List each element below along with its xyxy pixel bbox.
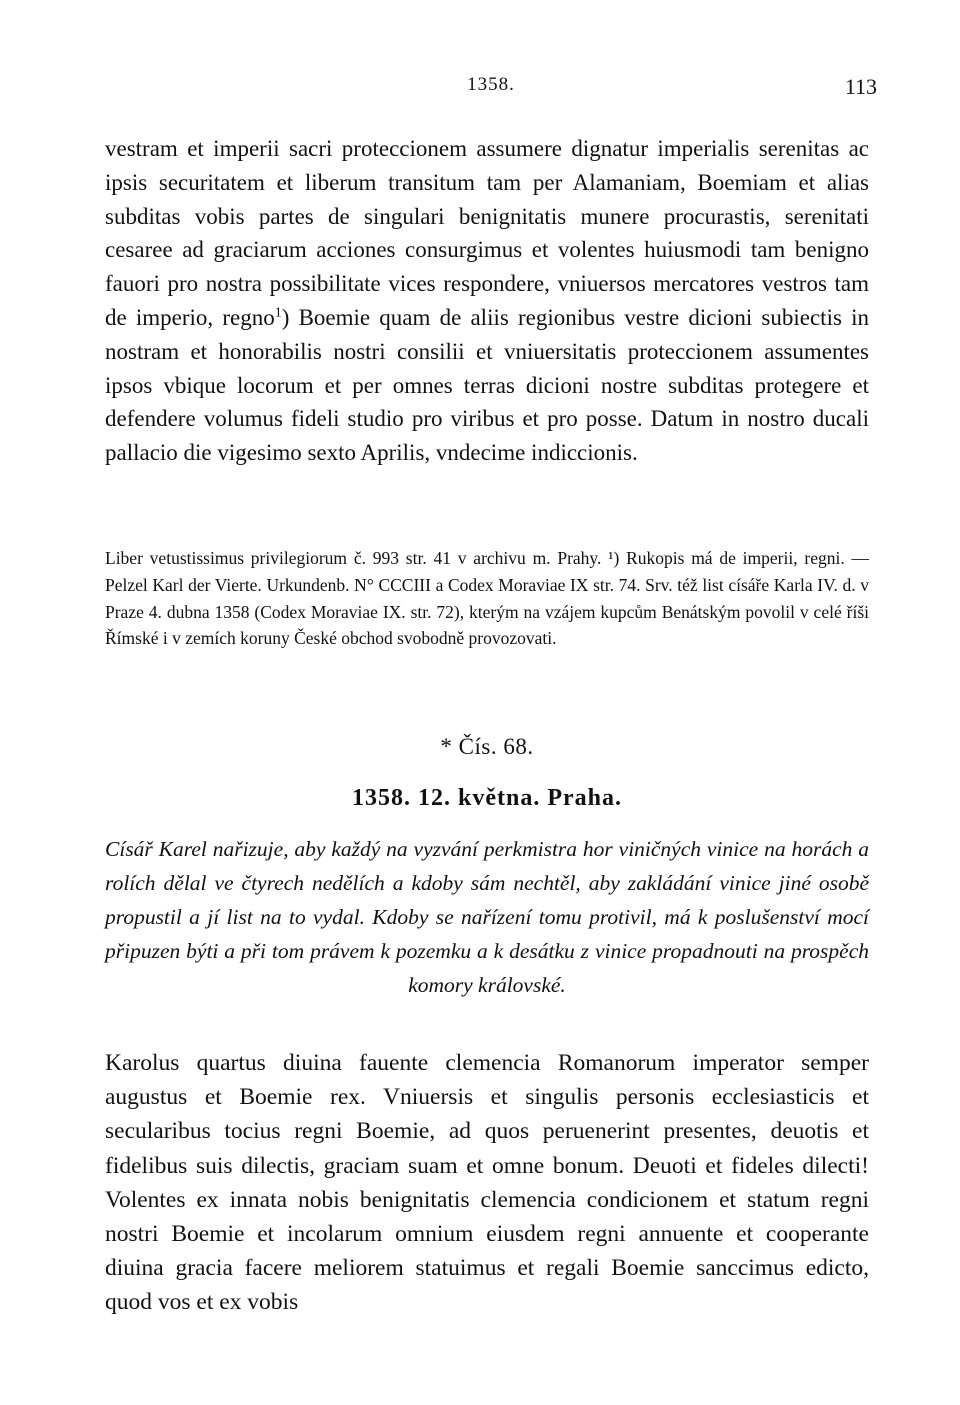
source-note-text: Liber vetustissimus privilegiorum č. 993 str. 41 v archivu m. Prahy. ¹) Rukopis má de imperii, regni. — Pelzel Karl der Vierte. Urkundenb. N° CCCIII a Codex Moraviae IX str. 74. Srv. též list císáře Karla IV. d. v Praze 4. dubna 1358 (Codex Moraviae IX. str. 72), kterým na vzájem kupcům Benátským povolil v celé říši Římské i v zemích koruny České obchod svobodně provozovati. [105,548,869,649]
page-header [105,74,877,104]
czech-summary [105,832,869,1002]
summary-text: Císář Karel nařizuje, aby každý na vyzvání perkmistra hor viničných vinice na horách a rolích dělal ve čtyrech nedělích a kdoby sám nechtěl, aby zakládání vinice jiné osobě propustil a jí list na to vydal. Kdoby se nařízení tomu protivil, má k poslušenství mocí připuzen býti a při tom právem k pozemku a k desátku z vinice propadnouti na prospěch komory královské. [105,837,869,997]
body-paragraph-2: Karolus quartus diuina fauente clemencia Romanorum imperator semper augustus et Boemie rex. Vniuersis et singulis personis ecclesiasticis et secularibus tocius regni Boemie, ad quos peruenerint presentes, deuotis et fidelibus suis dilectis, graciam suam et omne bonum. Deuoti et fideles dilecti! Volentes ex innata nobis benignitatis clemencia condicionem et statum regni nostri Boemie et incolarum omnium eiusdem regni annuente et cooperante diuina gracia facere meliorem statuimus et regali Boemie sanccimus edicto, quod vos et ex vobis [105,1050,869,1316]
body-paragraph-1 [105,132,869,470]
page-number: 113 [844,74,877,99]
source-note [105,545,869,652]
body-paragraph-1-part-a: vestram et imperii sacri proteccionem assumere dignatur imperialis serenitas ac ipsis securitatem et liberum transitum tam per Alamaniam, Boemiam et alias subditas vobis partes de singulari benignitatis munere procurastis, serenitati cesaree ad graciarum acciones consurgimus et volentes huiusmodi tam benigno fauori pro nostra possibilitate vices respondere, vniuersos mercatores vestros tam de imperio, regno [105,136,869,330]
document-number: * Čís. 68. [440,734,534,759]
body-paragraph-1-part-b: ) Boemie quam de aliis regionibus vestre dicioni subiectis in nostram et honorabilis nostri consilii et vniuersitatis proteccionem assumentes ipsos vbique locorum et per omnes terras dicioni nostre subditas protegere et defendere volumus fideli studio pro viribus et pro posse. Datum in nostro ducali pallacio die vigesimo sexto Aprilis, vndecime indiccionis. [105,304,869,466]
document-date-place: 1358. 12. května. Praha. [352,785,622,811]
charter-text-continued [105,132,869,470]
running-head-year: 1358. [467,74,515,95]
charter-text [105,1046,869,1320]
footnote-marker: 1 [274,305,282,321]
